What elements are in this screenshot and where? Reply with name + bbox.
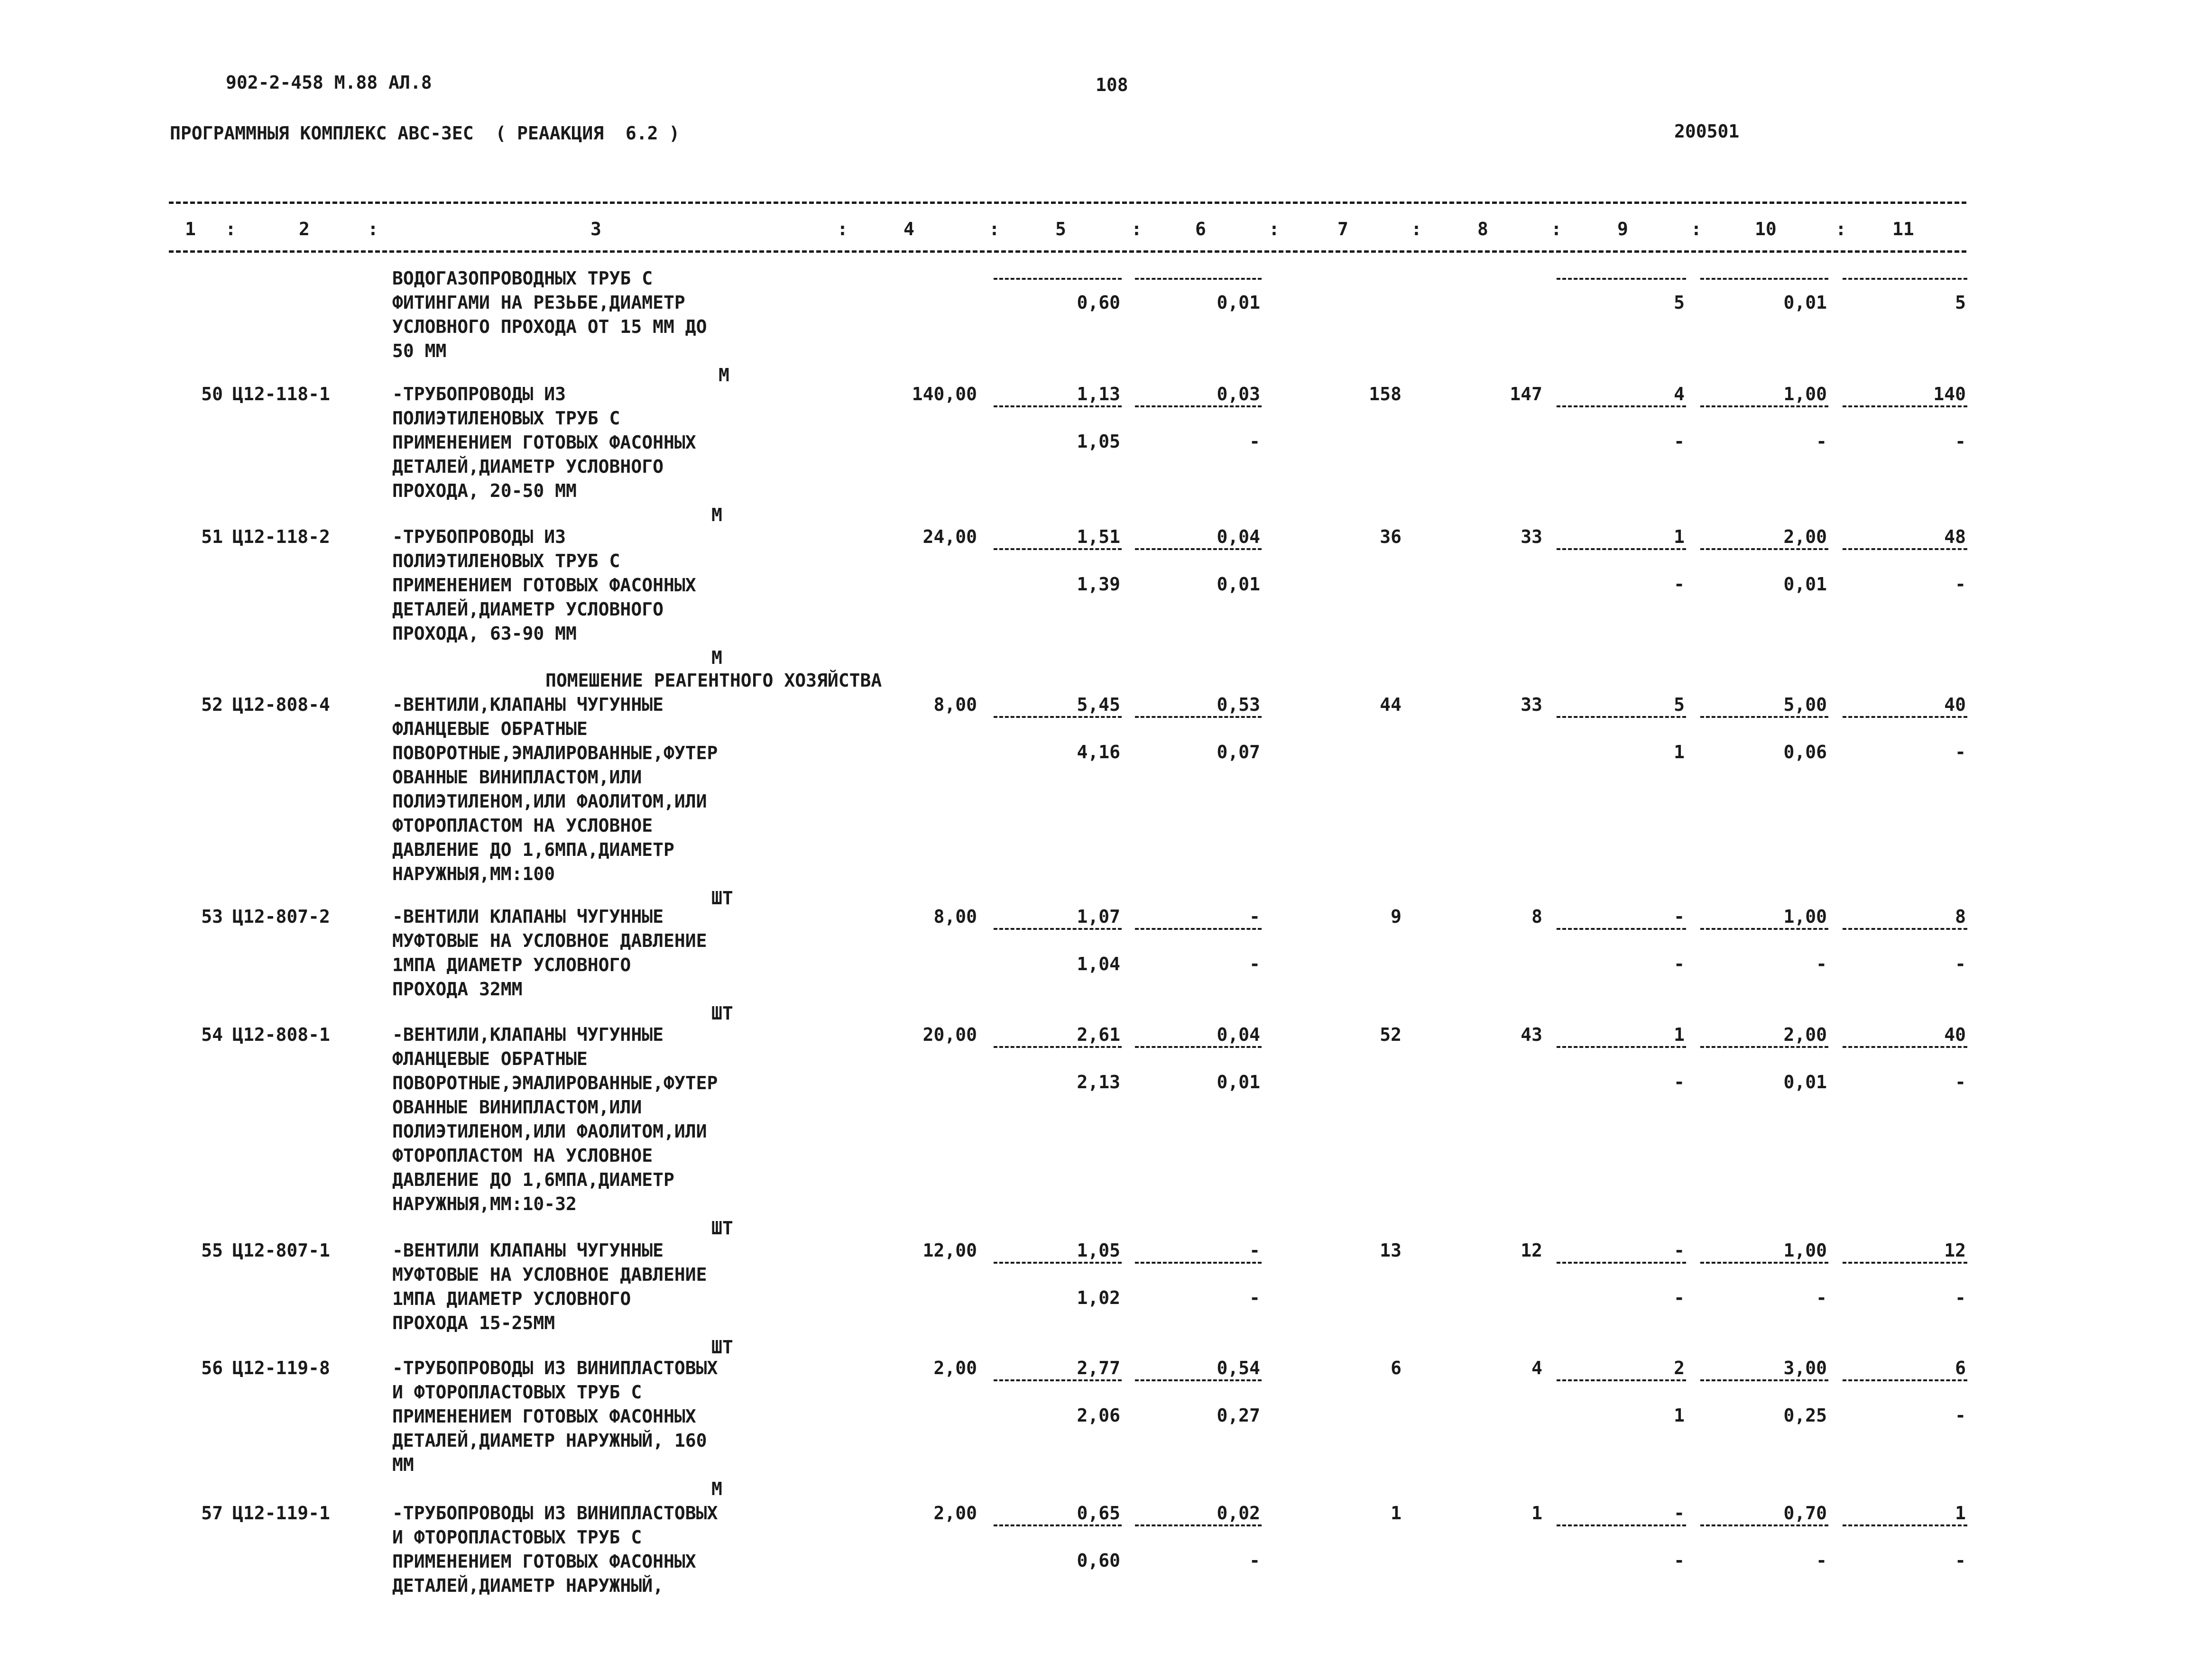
column-separator: :: [989, 219, 1000, 239]
description-line: -ТРУБОПРОВОДЫ ИЗ ВИНИПЛАСТОВЫХ: [392, 1503, 718, 1524]
value-col9: 1: [1674, 1024, 1685, 1045]
row-number: 52: [201, 694, 223, 715]
subtotal-rule: [1135, 548, 1262, 550]
value-col9: 5: [1674, 694, 1685, 715]
value-col7: 9: [1391, 906, 1401, 927]
value-col6-sub: -: [1249, 954, 1260, 974]
value-col5: 2,61: [1077, 1024, 1120, 1045]
row-number: 51: [201, 526, 223, 547]
subtotal-rule: [1843, 405, 1967, 407]
value-col4: 2,00: [933, 1358, 977, 1378]
value-col11: 1: [1955, 1503, 1966, 1524]
subtotal-rule: [1700, 716, 1828, 718]
description-line: ПОЛИЭТИЛЕНОВЫХ ТРУБ С: [392, 408, 620, 429]
column-header-9: 9: [1617, 219, 1628, 239]
value-col4: 8,00: [933, 694, 977, 715]
value-col10: 5,00: [1783, 694, 1827, 715]
subtotal-rule: [1135, 405, 1262, 407]
value-col11: 12: [1944, 1240, 1966, 1261]
description-line: ПРОХОДА 15-25ММ: [392, 1313, 555, 1333]
value-col6: 0,04: [1217, 526, 1260, 547]
description-line: ПРОХОДА, 20-50 ММ: [392, 480, 577, 501]
value-col10: 1,00: [1783, 906, 1827, 927]
value-col10: 0,70: [1783, 1503, 1827, 1524]
description-line: -ТРУБОПРОВОДЫ ИЗ: [392, 384, 566, 404]
subtotal-rule: [1557, 716, 1686, 718]
value-col8: 33: [1521, 694, 1542, 715]
subtotal-rule: [994, 1046, 1122, 1048]
row-number: 53: [201, 906, 223, 927]
column-header-7: 7: [1337, 219, 1348, 239]
value-col7: 13: [1380, 1240, 1401, 1261]
value-col9-sub: -: [1674, 1287, 1685, 1308]
column-header-10: 10: [1755, 219, 1777, 239]
value-col8: 12: [1521, 1240, 1542, 1261]
subtotal-rule: [1843, 928, 1967, 930]
row-code: Ц12-118-1: [232, 384, 330, 404]
description-line: ММ: [392, 1454, 414, 1475]
value-col10: 2,00: [1783, 526, 1827, 547]
value-col5-sub: 1,02: [1077, 1287, 1120, 1308]
value-col6-sub: -: [1249, 1287, 1260, 1308]
value-col10-sub: 0,25: [1783, 1405, 1827, 1426]
subtotal-rule: [994, 1524, 1122, 1526]
description-line: ФЛАНЦЕВЫЕ ОБРАТНЫЕ: [392, 718, 588, 739]
value-col9-sub: -: [1674, 1072, 1685, 1092]
unit-label: ШТ: [711, 1218, 733, 1239]
subtotal-rule: [1135, 716, 1262, 718]
description-line: ПОЛИЭТИЛЕНОМ,ИЛИ ФАОЛИТОМ,ИЛИ: [392, 791, 707, 812]
value-col6: 0,02: [1217, 1503, 1260, 1524]
value-col11: 40: [1944, 694, 1966, 715]
subtotal-rule: [1557, 1379, 1686, 1381]
subtotal-rule: [1557, 1524, 1686, 1526]
description-line: И ФТОРОПЛАСТОВЫХ ТРУБ С: [392, 1527, 642, 1548]
value-col10: 1,00: [1783, 384, 1827, 404]
value-col11-sub: -: [1955, 1287, 1966, 1308]
unit-label: М: [711, 1478, 722, 1499]
value-col9: -: [1674, 1240, 1685, 1261]
description-line: ДЕТАЛЕЙ,ДИАМЕТР НАРУЖНЫЙ, 160: [392, 1430, 707, 1451]
value-col6-sub: -: [1249, 1550, 1260, 1571]
unit-label: ШТ: [711, 888, 733, 909]
value-col10-sub: 0,01: [1783, 574, 1827, 595]
value-col7: 1: [1391, 1503, 1401, 1524]
value-col11-sub: 5: [1955, 292, 1966, 313]
subtotal-rule: [1843, 1379, 1967, 1381]
value-col9-sub: 1: [1674, 742, 1685, 762]
column-separator: :: [1411, 219, 1422, 239]
column-separator: :: [225, 219, 236, 239]
value-col8: 1: [1531, 1503, 1542, 1524]
subtotal-rule: [994, 1379, 1122, 1381]
subtotal-rule: [1135, 1524, 1262, 1526]
report-code: 200501: [1674, 121, 1740, 142]
value-col9-sub: -: [1674, 574, 1685, 595]
row-code: Ц12-118-2: [232, 526, 330, 547]
subtotal-rule: [1557, 928, 1686, 930]
description-line: ПРИМЕНЕНИЕМ ГОТОВЫХ ФАСОННЫХ: [392, 575, 696, 596]
value-col9: 1: [1674, 526, 1685, 547]
description-line: ОВАННЫЕ ВИНИПЛАСТОМ,ИЛИ: [392, 1097, 642, 1118]
column-header-5: 5: [1055, 219, 1066, 239]
value-col6: -: [1249, 906, 1260, 927]
subtotal-rule: [1843, 1046, 1967, 1048]
value-col11-sub: -: [1955, 742, 1966, 762]
value-col5: 1,05: [1077, 1240, 1120, 1261]
header-rule-bottom: [169, 250, 1966, 253]
value-col10: 3,00: [1783, 1358, 1827, 1378]
value-col5: 1,13: [1077, 384, 1120, 404]
description-line: -ВЕНТИЛИ КЛАПАНЫ ЧУГУННЫЕ: [392, 1240, 664, 1261]
value-col9-sub: 5: [1674, 292, 1685, 313]
column-header-8: 8: [1477, 219, 1488, 239]
column-separator: :: [1691, 219, 1702, 239]
row-number: 55: [201, 1240, 223, 1261]
value-col8: 147: [1510, 384, 1542, 404]
value-col5-sub: 1,05: [1077, 431, 1120, 452]
subtotal-rule: [1557, 1262, 1686, 1264]
section-heading: ПОМЕШЕНИЕ РЕАГЕНТНОГО ХОЗЯЙСТВА: [545, 670, 882, 691]
value-col4: 8,00: [933, 906, 977, 927]
subtotal-rule: [994, 405, 1122, 407]
value-col5: 5,45: [1077, 694, 1120, 715]
value-col11-sub: -: [1955, 574, 1966, 595]
value-col7: 158: [1369, 384, 1401, 404]
description-line: МУФТОВЫЕ НА УСЛОВНОЕ ДАВЛЕНИЕ: [392, 930, 707, 951]
unit-label: ШТ: [711, 1003, 733, 1024]
value-col10: 1,00: [1783, 1240, 1827, 1261]
page-number: 108: [1096, 74, 1128, 95]
value-col5-sub: 2,13: [1077, 1072, 1120, 1092]
description-line: ДЕТАЛЕЙ,ДИАМЕТР УСЛОВНОГО: [392, 599, 664, 620]
description-line: ОВАННЫЕ ВИНИПЛАСТОМ,ИЛИ: [392, 767, 642, 788]
value-col10-sub: 0,01: [1783, 1072, 1827, 1092]
value-col10-sub: -: [1816, 431, 1827, 452]
unit-label: М: [719, 365, 729, 386]
value-col7: 52: [1380, 1024, 1401, 1045]
value-col6-sub: -: [1249, 431, 1260, 452]
subtotal-rule: [1557, 1046, 1686, 1048]
value-col6: 0,03: [1217, 384, 1260, 404]
subtotal-rule: [994, 278, 1122, 280]
value-col9: -: [1674, 906, 1685, 927]
description-line: -ТРУБОПРОВОДЫ ИЗ: [392, 526, 566, 547]
subtotal-rule: [1557, 548, 1686, 550]
description-line: ПОВОРОТНЫЕ,ЭМАЛИРОВАННЫЕ,ФУТЕР: [392, 1073, 718, 1093]
subtotal-rule: [1700, 928, 1828, 930]
unit-label: М: [711, 647, 722, 668]
description-line: ДАВЛЕНИЕ ДО 1,6МПА,ДИАМЕТР: [392, 1169, 674, 1190]
value-col11-sub: -: [1955, 1072, 1966, 1092]
subtotal-rule: [1557, 278, 1686, 280]
value-col6: 0,54: [1217, 1358, 1260, 1378]
row-code: Ц12-808-1: [232, 1024, 330, 1045]
column-header-2: 2: [299, 219, 310, 239]
value-col10-sub: -: [1816, 954, 1827, 974]
unit-label: ШТ: [711, 1337, 733, 1358]
value-col8: 4: [1531, 1358, 1542, 1378]
description-line: НАРУЖНЫЯ,ММ:100: [392, 863, 555, 884]
row-code: Ц12-807-2: [232, 906, 330, 927]
description-line: НАРУЖНЫЯ,ММ:10-32: [392, 1193, 577, 1214]
row-code: Ц12-119-8: [232, 1358, 330, 1378]
value-col10-sub: -: [1816, 1550, 1827, 1571]
value-col8: 43: [1521, 1024, 1542, 1045]
value-col10-sub: 0,01: [1783, 292, 1827, 313]
document-code: 902-2-458 М.88 АЛ.8: [226, 72, 432, 93]
column-header-4: 4: [904, 219, 914, 239]
subtotal-rule: [994, 928, 1122, 930]
value-col11: 140: [1933, 384, 1966, 404]
value-col4: 2,00: [933, 1503, 977, 1524]
description-line: И ФТОРОПЛАСТОВЫХ ТРУБ С: [392, 1382, 642, 1403]
subtotal-rule: [1700, 405, 1828, 407]
value-col11: 40: [1944, 1024, 1966, 1045]
value-col4: 20,00: [922, 1024, 977, 1045]
subtotal-rule: [1843, 716, 1967, 718]
value-col11: 8: [1955, 906, 1966, 927]
subtotal-rule: [1843, 278, 1967, 280]
description-line: ПРИМЕНЕНИЕМ ГОТОВЫХ ФАСОННЫХ: [392, 432, 696, 453]
value-col5-sub: 0,60: [1077, 292, 1120, 313]
description-line: -ВЕНТИЛИ,КЛАПАНЫ ЧУГУННЫЕ: [392, 1024, 664, 1045]
subtotal-rule: [1135, 928, 1262, 930]
header-rule-top: [169, 202, 1966, 204]
description-line: УСЛОВНОГО ПРОХОДА ОТ 15 ММ ДО: [392, 316, 707, 337]
value-col9-sub: 1: [1674, 1405, 1685, 1426]
row-code: Ц12-808-4: [232, 694, 330, 715]
value-col5-sub: 2,06: [1077, 1405, 1120, 1426]
description-line: ДЕТАЛЕЙ,ДИАМЕТР УСЛОВНОГО: [392, 456, 664, 477]
value-col8: 33: [1521, 526, 1542, 547]
value-col5-sub: 0,60: [1077, 1550, 1120, 1571]
row-number: 57: [201, 1503, 223, 1524]
subtotal-rule: [994, 1262, 1122, 1264]
description-line: ПРИМЕНЕНИЕМ ГОТОВЫХ ФАСОННЫХ: [392, 1551, 696, 1572]
value-col11-sub: -: [1955, 954, 1966, 974]
value-col10-sub: -: [1816, 1287, 1827, 1308]
value-col11: 48: [1944, 526, 1966, 547]
description-line: -ВЕНТИЛИ КЛАПАНЫ ЧУГУННЫЕ: [392, 906, 664, 927]
row-code: Ц12-119-1: [232, 1503, 330, 1524]
subtotal-rule: [1135, 1379, 1262, 1381]
value-col6-sub: 0,01: [1217, 292, 1260, 313]
description-line: ФТОРОПЛАСТОМ НА УСЛОВНОЕ: [392, 815, 653, 836]
value-col9-sub: -: [1674, 1550, 1685, 1571]
value-col4: 12,00: [922, 1240, 977, 1261]
column-separator: :: [368, 219, 378, 239]
unit-label: М: [711, 505, 722, 525]
subtotal-rule: [1843, 548, 1967, 550]
value-col9-sub: -: [1674, 431, 1685, 452]
subtotal-rule: [1700, 1262, 1828, 1264]
subtotal-rule: [994, 716, 1122, 718]
value-col10-sub: 0,06: [1783, 742, 1827, 762]
description-line: ФТОРОПЛАСТОМ НА УСЛОВНОЕ: [392, 1145, 653, 1166]
description-line: ПОЛИЭТИЛЕНОМ,ИЛИ ФАОЛИТОМ,ИЛИ: [392, 1121, 707, 1142]
subtotal-rule: [1700, 1379, 1828, 1381]
description-line: ФИТИНГАМИ НА РЕЗЬБЕ,ДИАМЕТР: [392, 292, 685, 313]
value-col9: 2: [1674, 1358, 1685, 1378]
value-col4: 24,00: [922, 526, 977, 547]
value-col5-sub: 1,39: [1077, 574, 1120, 595]
description-line: -ВЕНТИЛИ,КЛАПАНЫ ЧУГУННЫЕ: [392, 694, 664, 715]
subtotal-rule: [1557, 405, 1686, 407]
value-col10: 2,00: [1783, 1024, 1827, 1045]
description-line: ВОДОГАЗОПРОВОДНЫХ ТРУБ С: [392, 268, 653, 289]
subtotal-rule: [1135, 278, 1262, 280]
value-col5-sub: 1,04: [1077, 954, 1120, 974]
value-col5: 2,77: [1077, 1358, 1120, 1378]
description-line: МУФТОВЫЕ НА УСЛОВНОЕ ДАВЛЕНИЕ: [392, 1264, 707, 1285]
description-line: -ТРУБОПРОВОДЫ ИЗ ВИНИПЛАСТОВЫХ: [392, 1358, 718, 1378]
subtotal-rule: [1700, 278, 1828, 280]
subtotal-rule: [1843, 1262, 1967, 1264]
description-line: 1МПА ДИАМЕТР УСЛОВНОГО: [392, 1288, 631, 1309]
value-col11-sub: -: [1955, 1550, 1966, 1571]
value-col9: 4: [1674, 384, 1685, 404]
value-col11-sub: -: [1955, 1405, 1966, 1426]
column-separator: :: [837, 219, 848, 239]
subtotal-rule: [1135, 1262, 1262, 1264]
row-number: 54: [201, 1024, 223, 1045]
row-number: 50: [201, 384, 223, 404]
value-col7: 36: [1380, 526, 1401, 547]
description-line: ПОЛИЭТИЛЕНОВЫХ ТРУБ С: [392, 551, 620, 571]
column-separator: :: [1835, 219, 1846, 239]
program-title: ПРОГРАММНЫЯ КОМПЛЕКС АВС-3ЕС ( РЕААКЦИЯ 6.2 ): [170, 123, 680, 144]
subtotal-rule: [1700, 1046, 1828, 1048]
column-separator: :: [1269, 219, 1280, 239]
value-col4: 140,00: [912, 384, 977, 404]
column-separator: :: [1131, 219, 1142, 239]
value-col9: -: [1674, 1503, 1685, 1524]
description-line: ПРОХОДА, 63-90 ММ: [392, 623, 577, 644]
description-line: 50 ММ: [392, 340, 447, 361]
subtotal-rule: [1843, 1524, 1967, 1526]
value-col5: 1,51: [1077, 526, 1120, 547]
description-line: ДАВЛЕНИЕ ДО 1,6МПА,ДИАМЕТР: [392, 839, 674, 860]
value-col6: 0,53: [1217, 694, 1260, 715]
description-line: 1МПА ДИАМЕТР УСЛОВНОГО: [392, 955, 631, 975]
column-header-3: 3: [590, 219, 601, 239]
value-col6-sub: 0,27: [1217, 1405, 1260, 1426]
value-col7: 44: [1380, 694, 1401, 715]
value-col8: 8: [1531, 906, 1542, 927]
column-header-1: 1: [185, 219, 196, 239]
value-col11: 6: [1955, 1358, 1966, 1378]
row-code: Ц12-807-1: [232, 1240, 330, 1261]
value-col5: 0,65: [1077, 1503, 1120, 1524]
description-line: ДЕТАЛЕЙ,ДИАМЕТР НАРУЖНЫЙ,: [392, 1575, 664, 1596]
value-col6: 0,04: [1217, 1024, 1260, 1045]
value-col7: 6: [1391, 1358, 1401, 1378]
description-line: ПОВОРОТНЫЕ,ЭМАЛИРОВАННЫЕ,ФУТЕР: [392, 743, 718, 763]
column-separator: :: [1551, 219, 1562, 239]
column-header-6: 6: [1195, 219, 1206, 239]
value-col5-sub: 4,16: [1077, 742, 1120, 762]
value-col6-sub: 0,01: [1217, 1072, 1260, 1092]
value-col11-sub: -: [1955, 431, 1966, 452]
value-col9-sub: -: [1674, 954, 1685, 974]
value-col6-sub: 0,07: [1217, 742, 1260, 762]
column-header-11: 11: [1892, 219, 1914, 239]
subtotal-rule: [994, 548, 1122, 550]
value-col6: -: [1249, 1240, 1260, 1261]
subtotal-rule: [1700, 548, 1828, 550]
subtotal-rule: [1135, 1046, 1262, 1048]
description-line: ФЛАНЦЕВЫЕ ОБРАТНЫЕ: [392, 1048, 588, 1069]
value-col6-sub: 0,01: [1217, 574, 1260, 595]
value-col5: 1,07: [1077, 906, 1120, 927]
description-line: ПРОХОДА 32ММ: [392, 979, 523, 1000]
row-number: 56: [201, 1358, 223, 1378]
subtotal-rule: [1700, 1524, 1828, 1526]
description-line: ПРИМЕНЕНИЕМ ГОТОВЫХ ФАСОННЫХ: [392, 1406, 696, 1427]
